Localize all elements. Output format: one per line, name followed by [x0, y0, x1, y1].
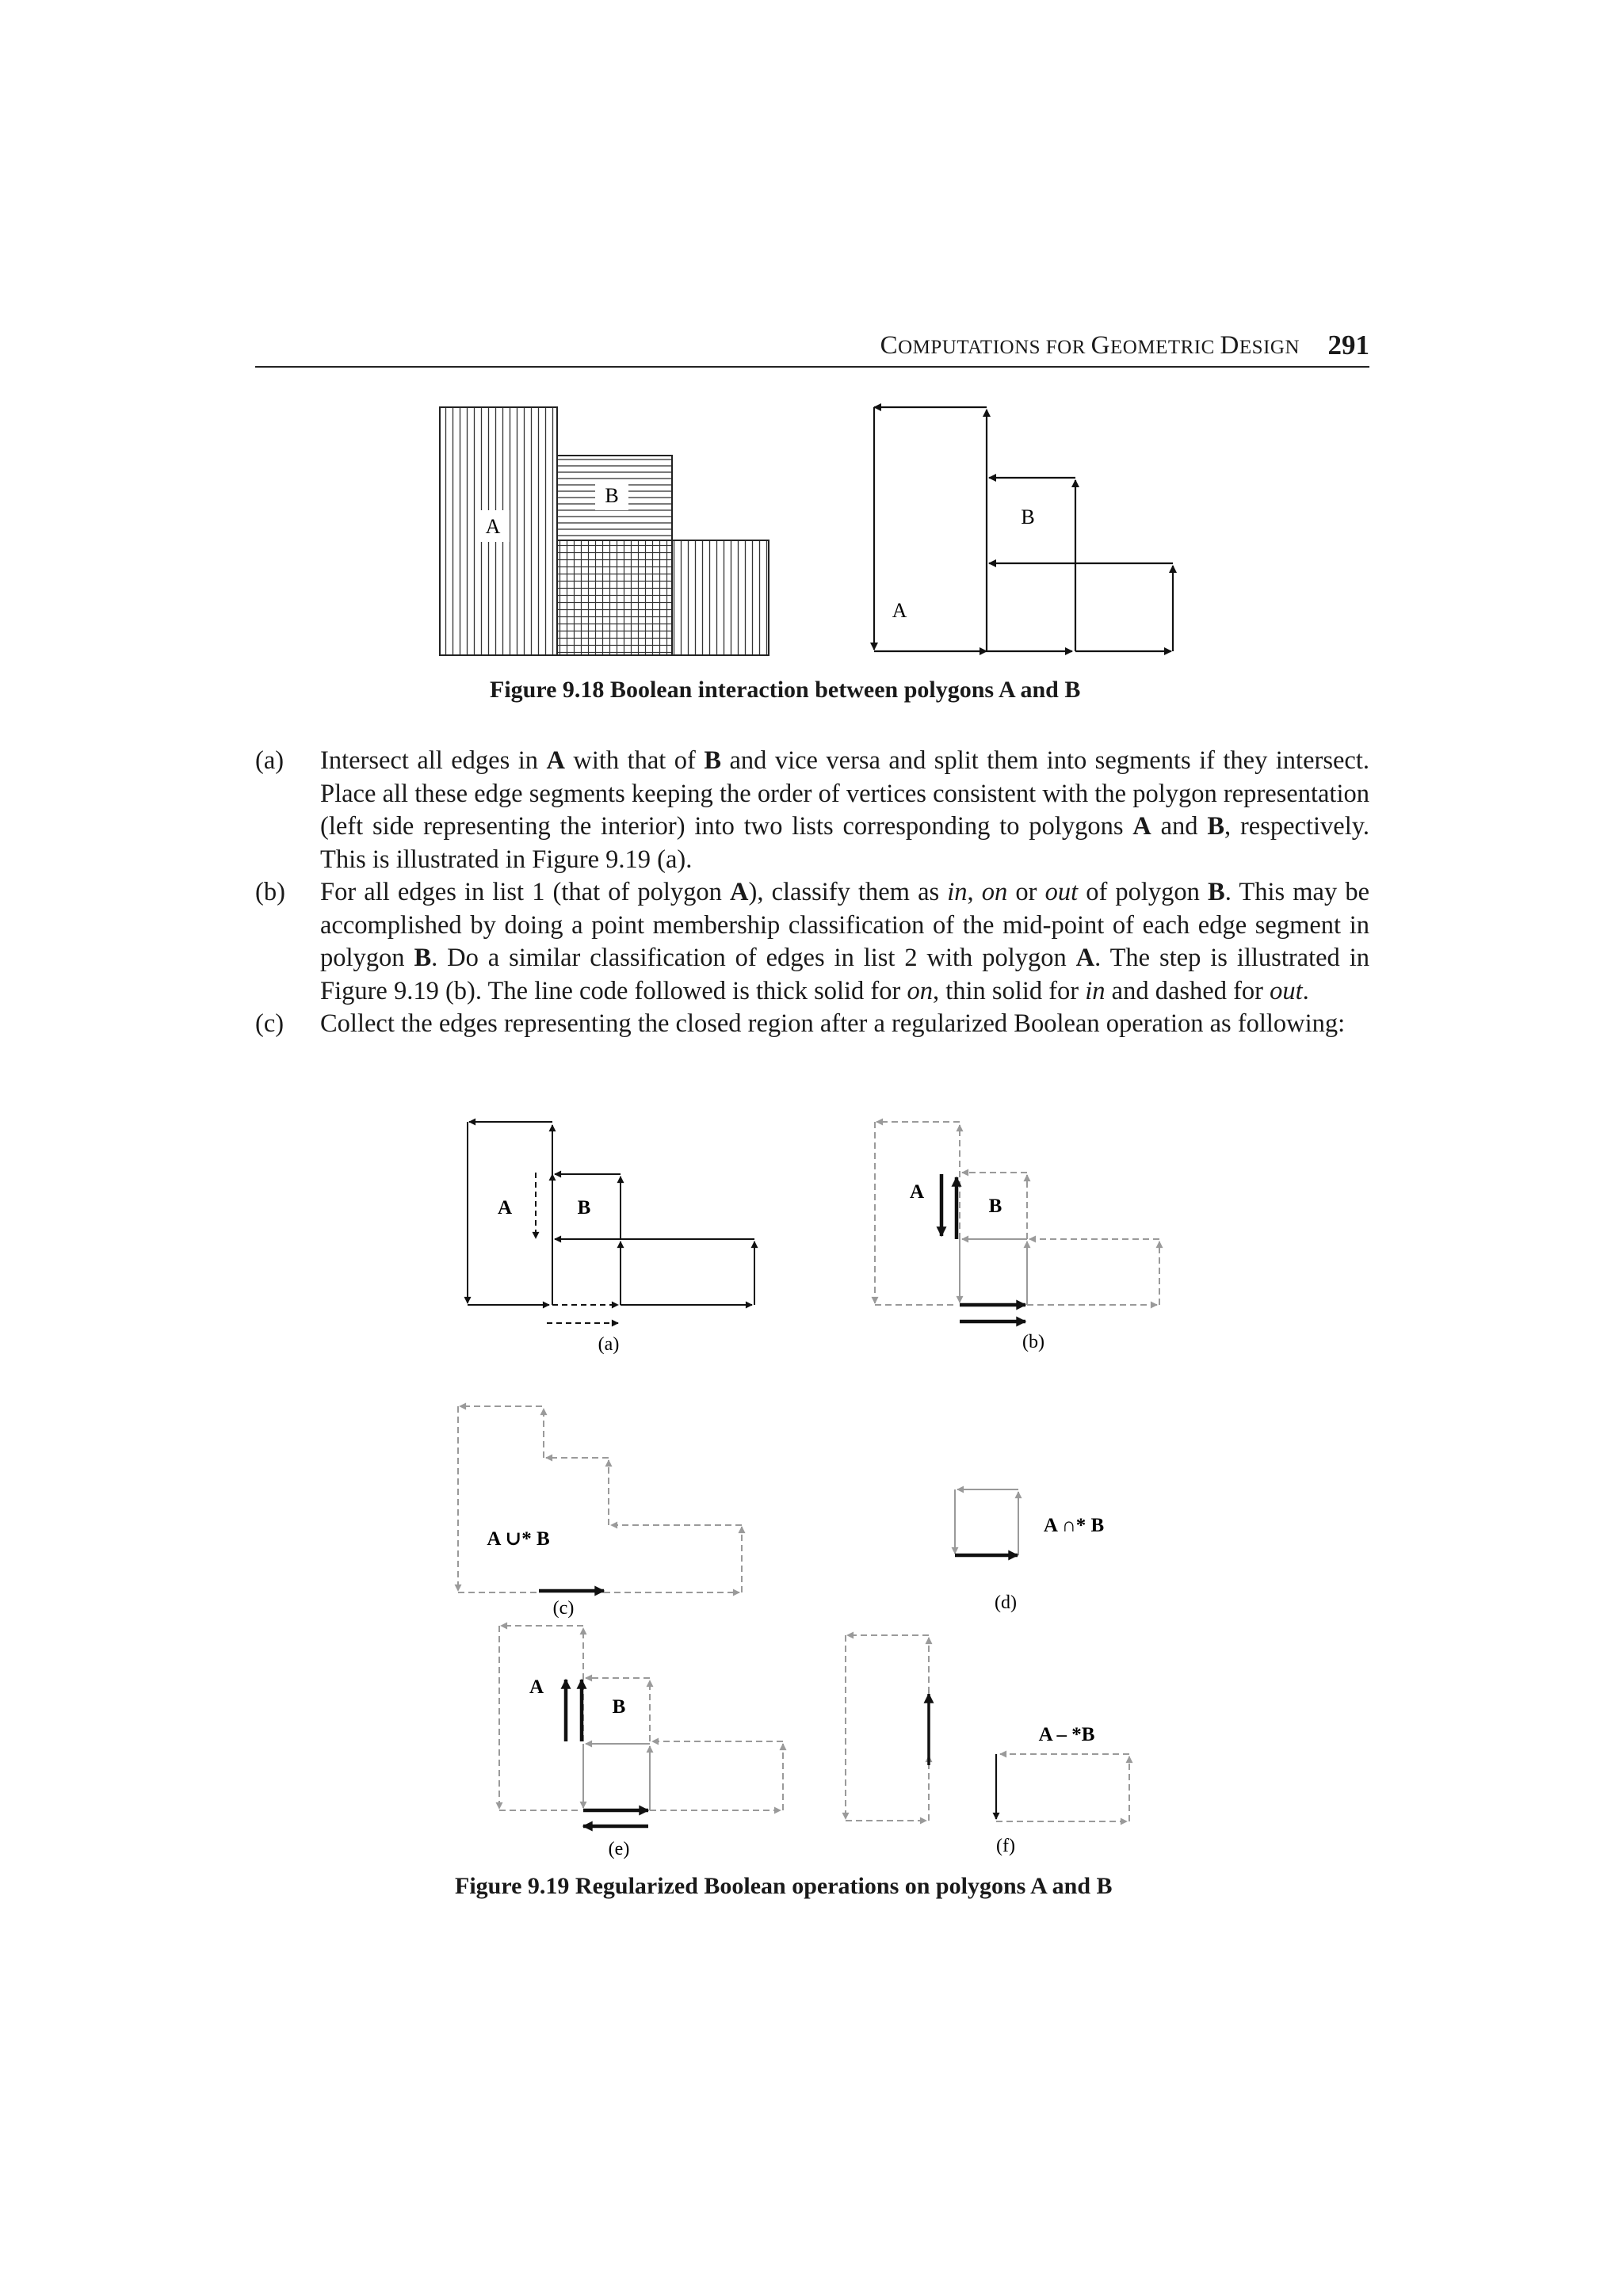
list-item-text: For all edges in list 1 (that of polygon — [320, 878, 731, 906]
list-item — [255, 876, 1369, 1008]
fig919-c-caption: (c) — [552, 1598, 575, 1619]
italic-term: on — [981, 878, 1008, 906]
list-item-label: (b) — [255, 878, 285, 906]
fig918-left-hatched — [440, 407, 769, 655]
italic-term: out — [1270, 976, 1303, 1005]
fig919-e-caption: (e) — [608, 1839, 630, 1859]
fig919-a — [468, 1122, 754, 1323]
fig919-e-label-a: A — [529, 1676, 544, 1698]
list-item-text: , — [967, 878, 982, 906]
fig919-f — [846, 1635, 1129, 1821]
italic-term: on — [907, 976, 933, 1005]
fig918-left-label-a: A — [485, 515, 501, 538]
figure-9-18-caption: Figure 9.18 Boolean interaction between polygons A and B — [490, 677, 1081, 703]
fig919-f-op: A – *B — [1038, 1724, 1095, 1745]
running-title-g: G — [1090, 331, 1111, 360]
list-item-text: or — [1007, 878, 1045, 906]
list-item-text: and dashed for — [1105, 976, 1270, 1005]
italic-term: out — [1044, 878, 1079, 906]
fig919-b-label-b: B — [988, 1196, 1002, 1217]
bold-term: A — [1075, 944, 1095, 972]
list-item — [255, 1008, 1369, 1041]
bold-term: B — [1208, 878, 1225, 906]
list-item — [255, 745, 1369, 876]
list-item-text: . This may be accomplished by doing a point membership classification of the mid-point of each edge segment in polygon — [320, 878, 1369, 972]
list-item-text: . — [1302, 976, 1309, 1005]
running-title-c: C — [880, 331, 899, 360]
fig919-d — [955, 1489, 1018, 1555]
bold-term: A — [1132, 812, 1151, 841]
fig919-d-op: A ∩* B — [1043, 1515, 1105, 1536]
fig919-e — [499, 1626, 783, 1826]
list-item-text: ), classify them as — [748, 878, 948, 906]
running-title-rest2: EOMETRIC — [1110, 337, 1220, 358]
bold-term: B — [414, 944, 432, 972]
figure-9-18 — [0, 0, 1623, 689]
fig918-right-label-b: B — [1021, 505, 1035, 528]
list-item-text: . The step is illustrated in Figure 9.19 (b). The line code followed is thick solid for — [320, 944, 1369, 1005]
bold-term: A — [546, 746, 565, 775]
running-title-rest3: ESIGN — [1239, 337, 1300, 358]
fig919-f-caption: (f) — [996, 1836, 1015, 1856]
list-item-text: with that of — [564, 746, 705, 775]
list-item-text: Collect the edges representing the closed region after a regularized Boolean operation as following: — [320, 1009, 1346, 1038]
list-item-text: and — [1151, 812, 1208, 841]
list-item-label: (c) — [255, 1009, 285, 1038]
running-title-rest: OMPUTATIONS FOR — [898, 337, 1091, 358]
fig919-e-label-b: B — [612, 1696, 626, 1718]
fig918-right-edges — [874, 407, 1173, 651]
list-item-text: and vice versa and split them into segments if they intersect. Place all these edge segments keeping the order of vertices consistent with the polygon representation (left side representing the interior) into two lists corresponding to polygons — [320, 746, 1369, 841]
bold-term: B — [1207, 812, 1225, 841]
list-item-label: (a) — [255, 746, 285, 775]
bold-term: B — [704, 746, 721, 775]
fig919-b — [875, 1122, 1159, 1322]
fig919-b-label-a: A — [909, 1181, 925, 1203]
fig919-a-label-a: A — [497, 1197, 513, 1219]
list-item-text: . Do a similar classification of edges in list 2 with polygon — [431, 944, 1076, 972]
bold-term: A — [730, 878, 749, 906]
running-title-d: D — [1220, 331, 1239, 360]
figure-9-19-caption: Figure 9.19 Regularized Boolean operations on polygons A and B — [455, 1873, 1113, 1899]
fig919-a-caption: (a) — [598, 1334, 620, 1355]
fig918-left-label-b: B — [605, 484, 619, 507]
list-item-text: of polygon — [1078, 878, 1209, 906]
list-item-text: , thin solid for — [932, 976, 1086, 1005]
fig919-a-label-b: B — [577, 1197, 591, 1219]
fig919-c — [458, 1406, 742, 1592]
list-item-text: , respectively. This is illustrated in Figure 9.19 (a). — [320, 812, 1369, 874]
italic-term: in — [1085, 976, 1106, 1005]
fig919-d-caption: (d) — [995, 1592, 1017, 1613]
fig919-c-op: A ∪* B — [487, 1528, 550, 1550]
italic-term: in — [947, 878, 968, 906]
fig919-b-caption: (b) — [1022, 1332, 1044, 1352]
page-number: 291 — [1327, 330, 1369, 360]
item-list — [255, 745, 1369, 1041]
fig918-right-label-a: A — [892, 599, 907, 622]
list-item-text: Intersect all edges in — [320, 746, 547, 775]
